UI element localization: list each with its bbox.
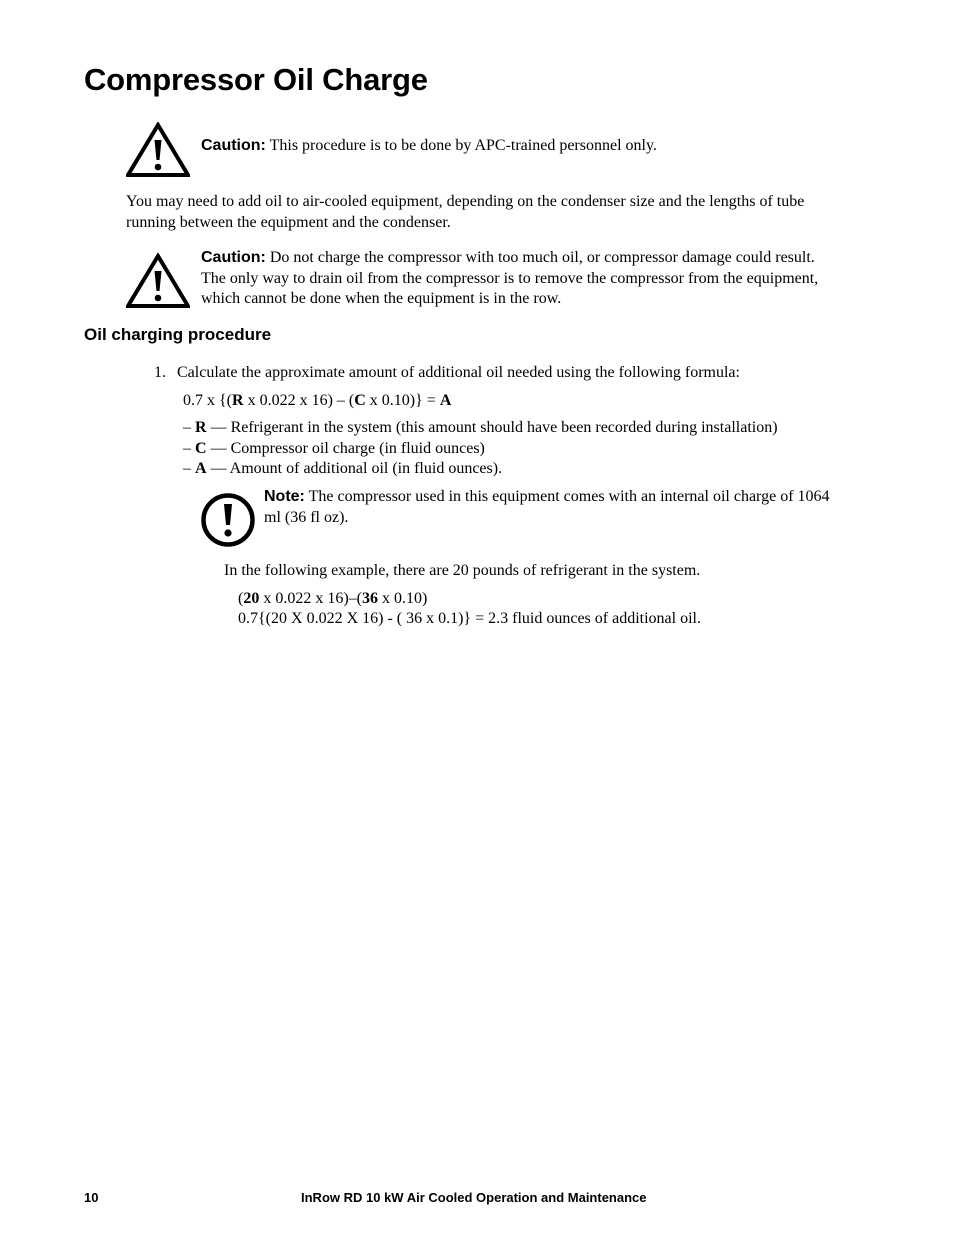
definition-desc: — Compressor oil charge (in fluid ounces)	[206, 439, 485, 457]
example-value: 20	[243, 590, 260, 607]
example-text: x 0.10)	[377, 590, 428, 607]
example-intro: In the following example, there are 20 pounds of refrigerant in the system.	[224, 562, 701, 579]
definition-item	[183, 418, 863, 439]
page-title: Compressor Oil Charge	[84, 62, 428, 97]
definition-desc: — Amount of additional oil (in fluid ounces).	[206, 460, 503, 477]
note-text: The compressor used in this equipment comes with an internal oil charge of 1064 ml (36 fl oz).	[264, 488, 830, 526]
section-heading: Oil charging procedure	[84, 325, 272, 344]
dash: –	[183, 460, 195, 477]
formula	[183, 390, 451, 411]
example-line-2: 0.7{(20 X 0.022 X 16) - ( 36 x 0.1)} = 2.3 fluid ounces of additional oil.	[238, 610, 701, 627]
caution-text: This procedure is to be done by APC-trained personnel only.	[269, 137, 657, 154]
definition-desc: — Refrigerant in the system (this amount should have been recorded during installation)	[206, 419, 778, 436]
note	[264, 487, 844, 528]
page-number: 10	[84, 1190, 99, 1205]
definition-list	[183, 418, 863, 480]
example-text: (	[238, 590, 244, 607]
exclamation-circle-icon	[200, 492, 256, 548]
definition-item	[183, 439, 863, 460]
formula-term: C	[354, 392, 366, 409]
warning-triangle-icon	[126, 122, 190, 178]
step-text: Calculate the approximate amount of additional oil needed using the following formula:	[177, 364, 740, 381]
formula-text: 0.7 x {(	[183, 392, 233, 409]
definition-term: R	[195, 419, 207, 436]
dash: –	[183, 439, 195, 457]
caution-1	[201, 135, 841, 156]
definition-term: C	[195, 439, 207, 457]
note-label: Note:	[264, 488, 305, 505]
example-line-1	[238, 588, 427, 609]
caution-text: Do not charge the compressor with too much oil, or compressor damage could result. The only way to drain oil from the compressor is to remove the compressor from the equipment, which cannot be done when the equipment is in the row.	[201, 249, 819, 307]
definition-term: A	[195, 460, 207, 477]
caution-2	[201, 248, 841, 310]
definition-item	[183, 459, 863, 480]
example-text: x 0.022 x 16)–(	[259, 590, 362, 607]
formula-text: x 0.022 x 16) – (	[243, 392, 355, 409]
formula-term: A	[439, 392, 452, 409]
footer-doc-title: InRow RD 10 kW Air Cooled Operation and Maintenance	[301, 1190, 647, 1205]
formula-text: x 0.10)} =	[365, 392, 440, 409]
example-value: 36	[361, 590, 378, 607]
caution-label: Caution:	[201, 137, 266, 154]
formula-term: R	[232, 392, 244, 409]
dash: –	[183, 419, 195, 436]
intro-paragraph: You may need to add oil to air-cooled equipment, depending on the condenser size and the lengths of tube running between the equipment and the condenser.	[126, 193, 805, 231]
step-number: 1.	[154, 364, 166, 381]
warning-triangle-icon	[126, 253, 190, 309]
caution-label: Caution:	[201, 249, 266, 266]
